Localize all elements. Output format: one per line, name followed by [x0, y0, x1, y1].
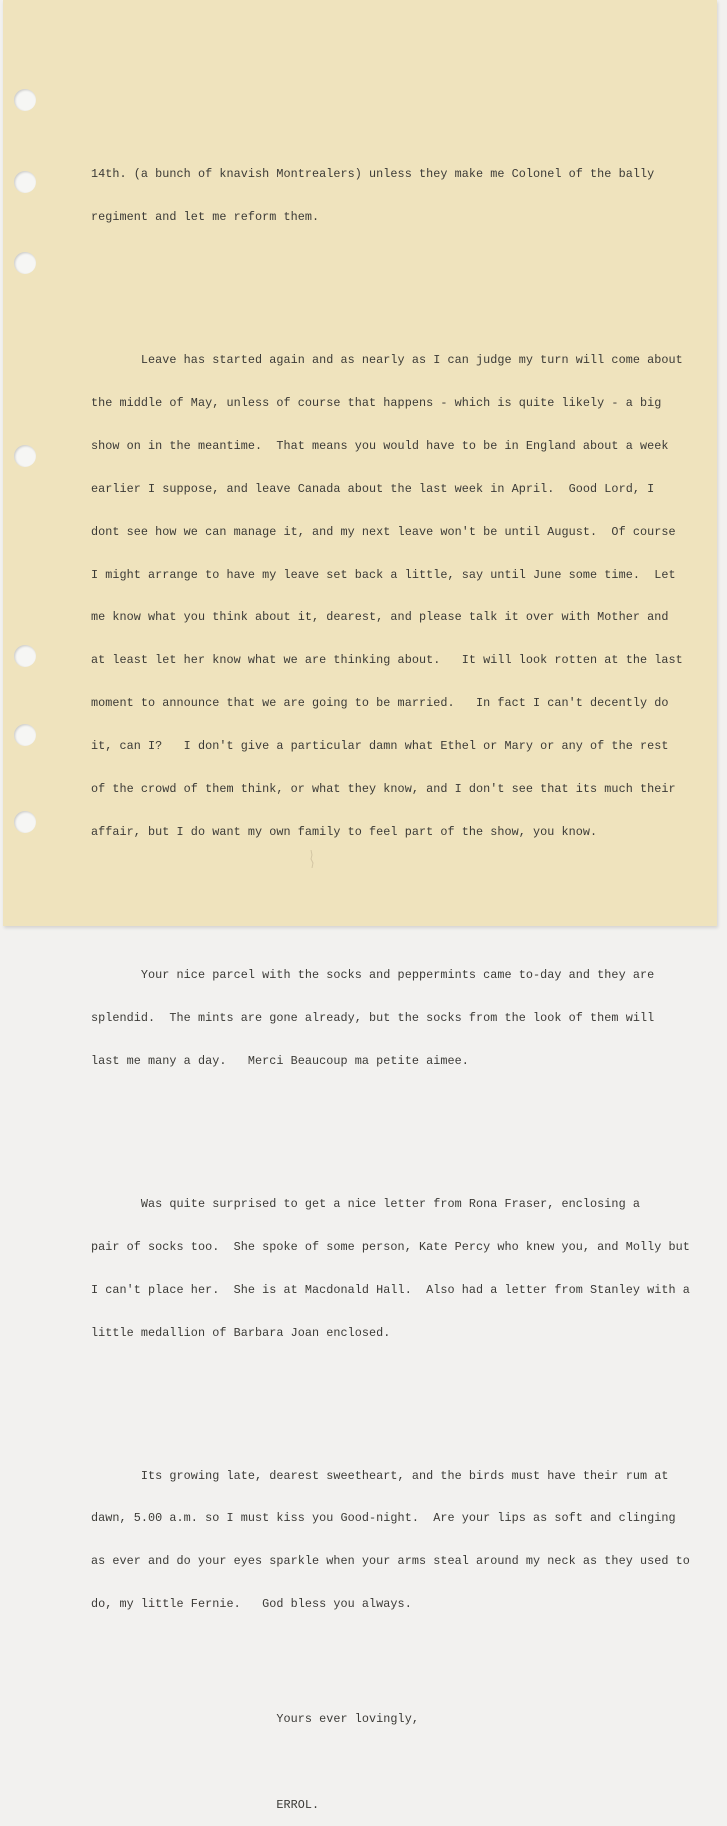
text-line: it, can I? I don't give a particular damn what Ethel or Mary or any of the rest [91, 739, 669, 754]
signature: ERROL. [91, 1797, 320, 1812]
text-line: moment to announce that we are going to be married. In fact I can't decently do [91, 696, 669, 711]
text-line: Its growing late, dearest sweetheart, and the birds must have their rum at [91, 1468, 669, 1483]
punch-hole [14, 171, 36, 193]
paragraph-3 [91, 939, 701, 1096]
text-line: little medallion of Barbara Joan enclosed. [91, 1325, 391, 1340]
text-line: regiment and let me reform them. [91, 210, 320, 225]
text-line: earlier I suppose, and leave Canada about the last week in April. Good Lord, I [91, 481, 655, 496]
letter-body [91, 110, 701, 1826]
text-line: last me many a day. Merci Beaucoup ma petite aimee. [91, 1053, 469, 1068]
punch-hole [14, 724, 36, 746]
punch-hole [14, 252, 36, 274]
text-line: affair, but I do want my own family to feel part of the show, you know. [91, 824, 598, 839]
paragraph-1 [91, 139, 701, 253]
text-line: do, my little Fernie. God bless you always. [91, 1597, 412, 1612]
paragraph-4 [91, 1168, 701, 1368]
text-line: Was quite surprised to get a nice letter from Rona Fraser, enclosing a [91, 1196, 640, 1211]
text-line: pair of socks too. She spoke of some person, Kate Percy who knew you, and Molly but [91, 1239, 690, 1254]
closing-line: Yours ever lovingly, [91, 1711, 419, 1726]
text-line: me know what you think about it, dearest, and please talk it over with Mother and [91, 610, 669, 625]
paragraph-2 [91, 325, 701, 868]
text-line: I can't place her. She is at Macdonald Hall. Also had a letter from Stanley with a [91, 1282, 690, 1297]
text-line: of the crowd of them think, or what they know, and I don't see that its much their [91, 782, 676, 797]
text-line: show on in the meantime. That means you would have to be in England about a week [91, 438, 669, 453]
paragraph-5 [91, 1440, 701, 1640]
punch-hole [14, 89, 36, 111]
text-line: Your nice parcel with the socks and peppermints came to-day and they are [91, 968, 655, 982]
punch-hole [14, 445, 36, 467]
text-line: I might arrange to have my leave set back a little, say until June some time. Let [91, 567, 676, 582]
text-line: dont see how we can manage it, and my next leave won't be until August. Of course [91, 524, 676, 539]
text-line: 14th. (a bunch of knavish Montrealers) unless they make me Colonel of the bally [91, 167, 655, 182]
text-line: as ever and do your eyes sparkle when your arms steal around my neck as they used to [91, 1554, 690, 1569]
text-line: the middle of May, unless of course that happens - which is quite likely - a big [91, 396, 662, 411]
text-line: at least let her know what we are thinking about. It will look rotten at the last [91, 653, 683, 668]
text-line: dawn, 5.00 a.m. so I must kiss you Good-night. Are your lips as soft and clinging [91, 1511, 676, 1526]
punch-hole [14, 811, 36, 833]
text-line: splendid. The mints are gone already, but the socks from the look of them will [91, 1010, 655, 1025]
punch-hole [14, 645, 36, 667]
text-line: Leave has started again and as nearly as I can judge my turn will come about [91, 353, 683, 368]
